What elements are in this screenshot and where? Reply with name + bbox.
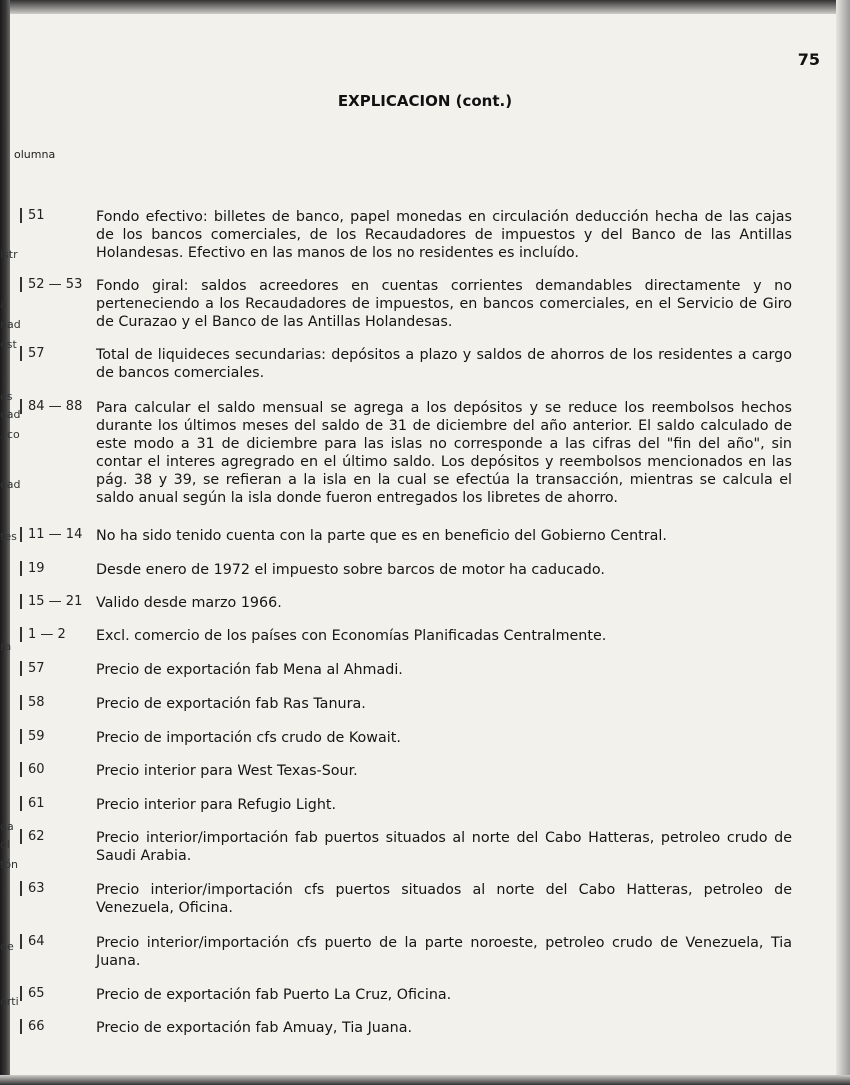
note-reference — [20, 346, 45, 361]
note-reference-number: 57 — [28, 661, 45, 676]
page-bottom-edge — [0, 1075, 850, 1085]
note-text: Precio interior/importación fab puertos situados al norte del Cabo Hatteras, petroleo crudo de Saudi Arabia. — [96, 830, 792, 864]
note-text: Precio interior/importación cfs puerto de la parte noroeste, petroleo crudo de Venezuela, Tia Juana. — [96, 935, 792, 969]
note-reference-number: 15 — 21 — [28, 594, 83, 609]
margin-fragment: tes — [0, 530, 17, 543]
note-text: Precio de exportación fab Mena al Ahmadi. — [96, 662, 403, 678]
note-text: Precio de importación cfs crudo de Kowait. — [96, 730, 401, 746]
margin-fragment: ol — [0, 838, 10, 851]
margin-fragment: , co — [0, 428, 20, 441]
margin-bar — [20, 277, 22, 292]
note-text: Valido desde marzo 1966. — [96, 595, 282, 611]
margin-fragment: orti — [0, 995, 19, 1008]
note-reference — [20, 627, 66, 642]
note-text: Total de liquideces secundarias: depósitos a plazo y saldos de ahorros de los residentes a cargo de bancos comerciales. — [96, 347, 792, 381]
note-reference-number: 57 — [28, 346, 45, 361]
margin-fragment: ra — [0, 640, 12, 653]
margin-bar — [20, 986, 22, 1001]
note-reference-number: 1 — 2 — [28, 627, 66, 642]
note-text: Precio interior para Refugio Light. — [96, 797, 337, 813]
note-reference-number: 58 — [28, 695, 45, 710]
note-reference — [20, 986, 45, 1001]
note-reference — [20, 695, 45, 710]
note-reference-number: 52 — 53 — [28, 277, 83, 292]
note-text: Precio de exportación fab Ras Tanura. — [96, 696, 366, 712]
margin-bar — [20, 661, 22, 676]
margin-bar — [20, 561, 22, 576]
note-reference-number: 84 — 88 — [28, 399, 83, 414]
page-right-edge — [836, 0, 850, 1085]
margin-fragment: ead — [0, 408, 21, 421]
note-reference-number: 19 — [28, 561, 45, 576]
margin-bar — [20, 594, 22, 609]
margin-fragment: est — [0, 338, 17, 351]
page-heading: EXPLICACION (cont.) — [337, 92, 513, 110]
note-reference-number: 63 — [28, 881, 45, 896]
note-reference-number: 61 — [28, 796, 45, 811]
note-reference — [20, 934, 45, 949]
note-text: Precio interior para West Texas-Sour. — [96, 763, 358, 779]
note-reference-number: 51 — [28, 208, 45, 223]
margin-fragment: nad — [0, 318, 21, 331]
note-text: Precio de exportación fab Amuay, Tia Juana. — [96, 1020, 412, 1036]
note-reference-number: 65 — [28, 986, 45, 1001]
note-reference-number: 62 — [28, 829, 45, 844]
note-reference — [20, 527, 82, 542]
note-text: Fondo giral: saldos acreedores en cuentas corrientes demandables directamente y no perteneciendo a los Recaudadores de impuestos, en bancos comerciales, en el Servicio de Giro de Curazao y el Banco de las Antillas Holandesas. — [96, 278, 792, 330]
margin-bar — [20, 527, 22, 542]
margin-bar — [20, 208, 22, 223]
note-text: Precio de exportación fab Puerto La Cruz, Oficina. — [96, 987, 452, 1003]
note-text: Precio interior/importación cfs puertos situados al norte del Cabo Hatteras, petroleo de Venezuela, Oficina. — [96, 882, 792, 916]
note-text: Desde enero de 1972 el impuesto sobre barcos de motor ha caducado. — [96, 562, 605, 578]
note-text: Para calcular el saldo mensual se agrega a los depósitos y se reduce los reembolsos hechos durante los últimos meses del saldo de 31 de diciembre del año anterior. El saldo calculado de este modo a 31 de diciembre para las islas no corresponde a las cifras del "fin del año", sin contar el interes agregrado en el último saldo. Los depósitos y reembolsos mencionados en las pág. 38 y 39, se refieran a la isla en la cual se efectúa la transacción, mientras se calcula el saldo anual según la isla donde fueron entregados los libretes de ahorro. — [96, 400, 792, 506]
margin-fragment: ead — [0, 478, 21, 491]
note-reference — [20, 762, 45, 777]
margin-fragment: es — [0, 390, 13, 403]
note-reference — [20, 208, 45, 223]
note-reference-number: 60 — [28, 762, 45, 777]
note-reference — [20, 796, 45, 811]
note-reference — [20, 729, 45, 744]
note-reference — [20, 661, 45, 676]
note-reference-number: 59 — [28, 729, 45, 744]
margin-bar — [20, 627, 22, 642]
margin-fragment: tón — [0, 858, 19, 871]
margin-bar — [20, 934, 22, 949]
margin-fragment: istr — [0, 248, 18, 261]
margin-bar — [20, 399, 22, 414]
margin-bar — [20, 881, 22, 896]
note-reference — [20, 594, 82, 609]
note-text: Fondo efectivo: billetes de banco, papel monedas en circulación deducción hecha de las cajas de los bancos comerciales, de los Recaudadores de impuestos y del Banco de las Antillas Holandesas. Efectivo en las manos de los no residentes es incluído. — [96, 209, 792, 261]
note-reference — [20, 829, 45, 844]
margin-bar — [20, 1019, 22, 1034]
note-reference — [20, 881, 45, 896]
note-reference — [20, 561, 45, 576]
note-text: No ha sido tenido cuenta con la parte que es en beneficio del Gobierno Central. — [96, 528, 667, 544]
margin-bar — [20, 729, 22, 744]
note-reference — [20, 277, 82, 292]
note-reference — [20, 1019, 45, 1034]
margin-fragment: a — [0, 298, 7, 311]
margin-bar — [20, 346, 22, 361]
page-number: 75 — [797, 50, 820, 69]
note-reference-number: 66 — [28, 1019, 45, 1034]
margin-bar — [20, 762, 22, 777]
note-reference — [20, 399, 82, 414]
page-top-edge — [0, 0, 850, 14]
margin-bar — [20, 796, 22, 811]
note-text: Excl. comercio de los países con Economías Planificadas Centralmente. — [96, 628, 607, 644]
column-label: olumna — [14, 148, 56, 161]
note-reference-number: 11 — 14 — [28, 527, 83, 542]
note-reference-number: 64 — [28, 934, 45, 949]
margin-fragment: da — [0, 820, 14, 833]
margin-bar — [20, 695, 22, 710]
margin-fragment: de — [0, 940, 14, 953]
margin-bar — [20, 829, 22, 844]
